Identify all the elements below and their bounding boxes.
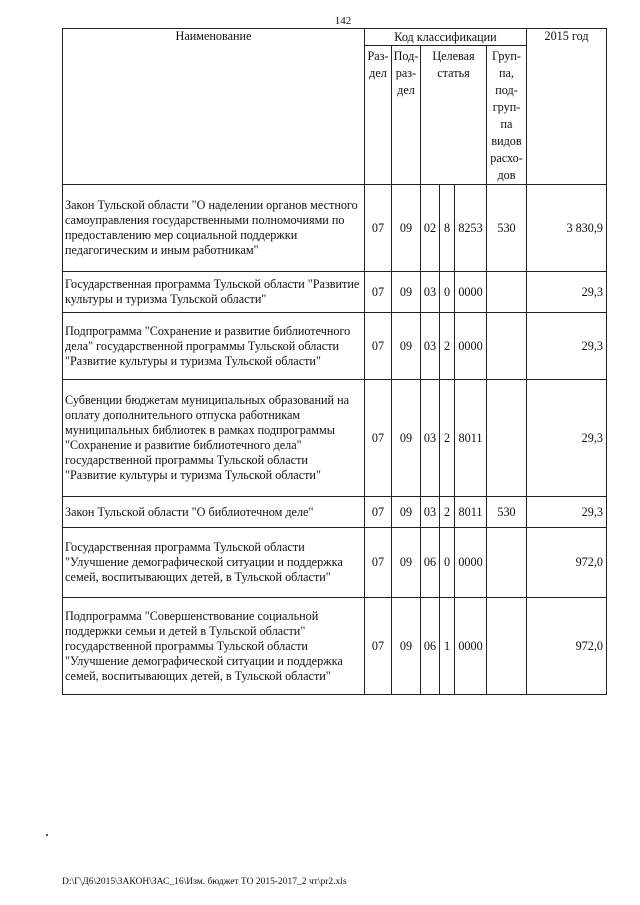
row-target-subprogram: 2: [440, 380, 455, 497]
header-subsection: Под- раз- дел: [392, 46, 421, 185]
row-subsection: 09: [392, 380, 421, 497]
row-sum: 29,3: [527, 272, 607, 313]
row-section: 07: [365, 272, 392, 313]
row-target-program: 03: [421, 272, 440, 313]
row-section: 07: [365, 528, 392, 598]
row-name: Закон Тульской области "О библиотечном деле": [63, 497, 365, 528]
row-section: 07: [365, 497, 392, 528]
row-section: 07: [365, 380, 392, 497]
row-sum: 972,0: [527, 528, 607, 598]
row-sum: 972,0: [527, 598, 607, 695]
row-target-program: 03: [421, 313, 440, 380]
row-expense-group: 530: [487, 497, 527, 528]
row-subsection: 09: [392, 313, 421, 380]
table-row: [63, 272, 607, 313]
row-sum: 29,3: [527, 313, 607, 380]
budget-table: [62, 28, 607, 695]
row-target-direction: 0000: [455, 598, 487, 695]
table-row: [63, 497, 607, 528]
row-target-program: 06: [421, 598, 440, 695]
row-expense-group: [487, 528, 527, 598]
row-target-direction: 0000: [455, 272, 487, 313]
row-target-program: 03: [421, 497, 440, 528]
row-section: 07: [365, 313, 392, 380]
row-name: Субвенции бюджетам муниципальных образований на оплату дополнительного отпуска работникам муниципальных библиотек в рамках подпрограммы "Сохранение и развитие библиотечного дела" государственной программы Тульской области "Развитие культуры и туризма Тульской области": [63, 380, 365, 497]
header-section: Раз- дел: [365, 46, 392, 185]
header-name: Наименование: [63, 29, 365, 185]
row-target-direction: 8011: [455, 380, 487, 497]
row-section: 07: [365, 598, 392, 695]
row-target-direction: 0000: [455, 313, 487, 380]
row-name: Подпрограмма "Совершенствование социальной поддержки семьи и детей в Тульской области" государственной программы Тульской области "Улучшение демографической ситуации и поддержка семей, воспитывающих детей, в Тульской области": [63, 598, 365, 695]
row-target-subprogram: 8: [440, 185, 455, 272]
header-code: Код классификации: [365, 29, 527, 46]
row-target-subprogram: 2: [440, 497, 455, 528]
table-row: [63, 313, 607, 380]
row-expense-group: [487, 598, 527, 695]
row-target-direction: 0000: [455, 528, 487, 598]
table-row: [63, 598, 607, 695]
row-name: Государственная программа Тульской области "Улучшение демографической ситуации и поддержка семей, воспитывающих детей, в Тульской области": [63, 528, 365, 598]
row-target-subprogram: 2: [440, 313, 455, 380]
row-target-subprogram: 0: [440, 272, 455, 313]
page-number: 142: [334, 15, 352, 27]
row-subsection: 09: [392, 185, 421, 272]
row-target-direction: 8253: [455, 185, 487, 272]
row-name: Закон Тульской области "О наделении органов местного самоуправления государственными полномочиями по предоставлению мер социальной поддержки педагогическим и иным работникам": [63, 185, 365, 272]
row-target-program: 03: [421, 380, 440, 497]
row-sum: 29,3: [527, 380, 607, 497]
row-subsection: 09: [392, 528, 421, 598]
row-expense-group: [487, 313, 527, 380]
row-sum: 3 830,9: [527, 185, 607, 272]
row-target-subprogram: 1: [440, 598, 455, 695]
row-section: 07: [365, 185, 392, 272]
row-name: Государственная программа Тульской области "Развитие культуры и туризма Тульской области": [63, 272, 365, 313]
header-target: Целевая статья: [421, 46, 487, 185]
table-row: [63, 528, 607, 598]
row-target-program: 06: [421, 528, 440, 598]
table-row: [63, 185, 607, 272]
row-subsection: 09: [392, 272, 421, 313]
table-row: [63, 380, 607, 497]
scan-mark: [46, 834, 48, 836]
header-group: Груп- па, под- груп- па видов расхо- дов: [487, 46, 527, 185]
row-expense-group: 530: [487, 185, 527, 272]
file-path-footer: D:\Г\Д6\2015\ЗАКОН\ЗАС_16\Изм. бюджет ТО 2015-2017_2 чт\pr2.xls: [62, 877, 347, 887]
row-target-program: 02: [421, 185, 440, 272]
row-sum: 29,3: [527, 497, 607, 528]
row-name: Подпрограмма "Сохранение и развитие библиотечного дела" государственной программы Тульской области "Развитие культуры и туризма Тульской области": [63, 313, 365, 380]
row-target-direction: 8011: [455, 497, 487, 528]
header-row-1: [63, 29, 607, 46]
row-subsection: 09: [392, 598, 421, 695]
row-subsection: 09: [392, 497, 421, 528]
row-expense-group: [487, 380, 527, 497]
row-expense-group: [487, 272, 527, 313]
header-year: 2015 год: [527, 29, 607, 185]
row-target-subprogram: 0: [440, 528, 455, 598]
